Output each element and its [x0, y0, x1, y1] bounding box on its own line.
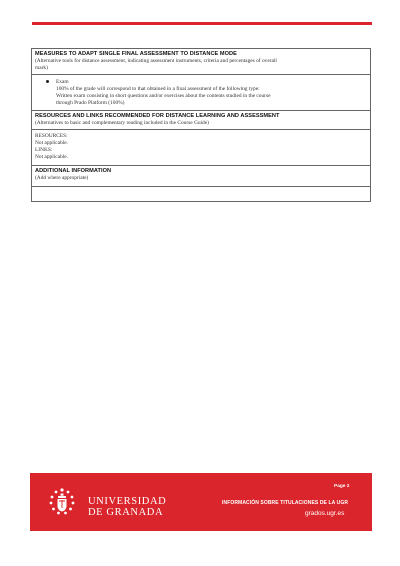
page-footer — [30, 473, 372, 531]
exam-bullet-title: Exam — [56, 79, 69, 85]
assessment-table — [31, 48, 371, 202]
measures-subtitle-line-2: mark) — [35, 65, 48, 71]
resources-content-section — [32, 130, 370, 166]
resources-header-section — [32, 111, 370, 130]
resources-title: RESOURCES AND LINKS RECOMMENDED FOR DISTANCE LEARNING AND ASSESSMENT — [35, 113, 280, 119]
footer-url[interactable]: grados.ugr.es — [305, 510, 345, 517]
resources-label: RESOURCES: — [35, 133, 68, 139]
additional-subtitle: (Add where appropriate) — [35, 175, 89, 181]
measures-header-section — [32, 49, 370, 75]
resources-subtitle: (Alternatives to basic and complementary reading included in the Course Guide) — [35, 120, 209, 126]
measures-content-section — [32, 75, 370, 111]
exam-line-3: through Prado Platform (100%) — [56, 100, 125, 106]
exam-line-1: 100% of the grade will correspond to that obtained in a final assessment of the following type: — [56, 86, 260, 92]
university-name — [88, 496, 166, 518]
links-label: LINKS: — [35, 147, 53, 153]
resources-value: Not applicable. — [35, 140, 68, 146]
additional-title: ADDITIONAL INFORMATION — [35, 168, 112, 174]
additional-header-section — [32, 166, 370, 187]
links-value: Not applicable. — [35, 154, 68, 160]
university-name-line-2: DE GRANADA — [88, 507, 164, 518]
bullet-icon — [46, 80, 49, 83]
page-number: Page 2 — [334, 484, 350, 489]
university-name-line-1: UNIVERSIDAD — [88, 496, 167, 507]
additional-content-section — [32, 187, 370, 201]
top-red-rule — [32, 22, 372, 25]
footer-info: INFORMACIÓN SOBRE TITULACIONES DE LA UGR — [222, 500, 349, 506]
measures-subtitle-line-1: (Alternative tools for distance assessment, indicating assessment instruments, criteria and percentages of overall — [35, 58, 277, 64]
measures-title: MEASURES TO ADAPT SINGLE FINAL ASSESSMENT TO DISTANCE MODE — [35, 51, 237, 57]
exam-line-2: Written exam consisting in short questions and/or exercises about the contents studied in the course — [56, 93, 271, 99]
university-seal-icon — [47, 487, 77, 517]
